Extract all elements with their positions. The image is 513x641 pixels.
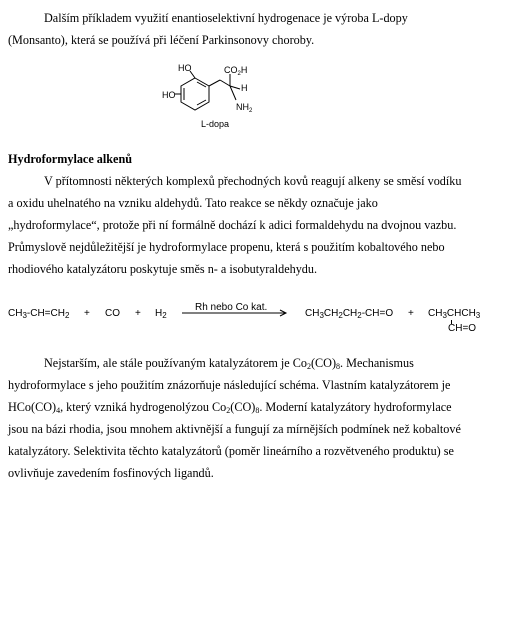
reactant-propene: $CH_3-CH=CH_2$ bbox=[8, 308, 70, 320]
plus-1: + bbox=[84, 308, 90, 319]
product-isobutanal: $CH_3CHCH_3$ bbox=[428, 308, 481, 320]
bond-ch2 bbox=[209, 80, 220, 86]
label-nh2: $NH_2$ bbox=[236, 102, 253, 114]
intro-line-1: Dalším příkladem využití enantioselektivní hydrogenace je výroba L-dopy bbox=[44, 11, 408, 25]
reactant-h2: $H_2$ bbox=[155, 308, 167, 320]
plus-3: + bbox=[408, 308, 414, 319]
structure-caption: L-dopa bbox=[201, 119, 230, 129]
p1-line-5: rhodiového katalyzátoru poskytuje směs n- a isobutyraldehydu. bbox=[8, 262, 318, 276]
p2-line-5: katalyzátory. Selektivita těchto katalyzátorů (poměr lineárního a rozvětveného produktu) se bbox=[8, 444, 454, 458]
p2-line-1: Nejstarším, ale stále používaným katalyzátorem je $Co_2(CO)_8$. Mechanismus bbox=[44, 356, 414, 371]
p1-line-3: „hydroformylace“, protože při ní formálně dochází k adici formaldehydu na dvojnou vazbu. bbox=[8, 218, 457, 232]
ring-double-bond-1 bbox=[197, 82, 206, 87]
intro-line-2: (Monsanto), která se používá při léčení Parkinsonovy choroby. bbox=[8, 33, 315, 47]
product-butanal: $CH_3CH_2CH_2-CH=O$ bbox=[305, 308, 394, 320]
arrow-label: Rh nebo Co kat. bbox=[195, 302, 268, 313]
p2-line-4: jsou na bázi rhodia, jsou mnohem aktivnější a fungují za mírnějších podmínek než kobaltové bbox=[8, 422, 461, 436]
label-ho-left: HO bbox=[162, 90, 176, 100]
p1-line-1: V přítomnosti některých komplexů přechodných kovů reagují alkeny se směsí vodíku bbox=[44, 174, 462, 188]
product-isobutanal-branch: CH=O bbox=[448, 323, 477, 334]
l-dopa-structure bbox=[150, 60, 280, 132]
p2-line-2: hydroformylace s jeho použitím znázorňuje následující schéma. Vlastním katalyzátorem je bbox=[8, 378, 451, 392]
p2-line-3: $HCo(CO)_4$, který vzniká hydrogenolýzou $Co_2(CO)_8$. Moderní katalyzátory hydroformylace bbox=[8, 400, 452, 415]
p1-line-4: Průmyslově nejdůležitější je hydroformylace propenu, která s použitím kobaltového nebo bbox=[8, 240, 445, 254]
label-co2h: $CO_2H$ bbox=[224, 65, 248, 77]
reaction-arrow bbox=[182, 309, 290, 317]
plus-2: + bbox=[135, 308, 141, 319]
p1-line-2: a oxidu uhelnatého na vzniku aldehydů. Tato reakce se někdy označuje jako bbox=[8, 196, 378, 210]
section-heading: Hydroformylace alkenů bbox=[8, 152, 133, 166]
label-h: H bbox=[241, 83, 248, 93]
bond-c-alpha bbox=[220, 80, 230, 86]
reactant-co: CO bbox=[105, 308, 120, 319]
benzene-ring bbox=[181, 78, 209, 110]
bond-nh2 bbox=[230, 86, 236, 100]
p2-line-6: ovlivňuje zavedením fosfinových ligandů. bbox=[8, 466, 214, 480]
label-ho-top: HO bbox=[178, 63, 192, 73]
